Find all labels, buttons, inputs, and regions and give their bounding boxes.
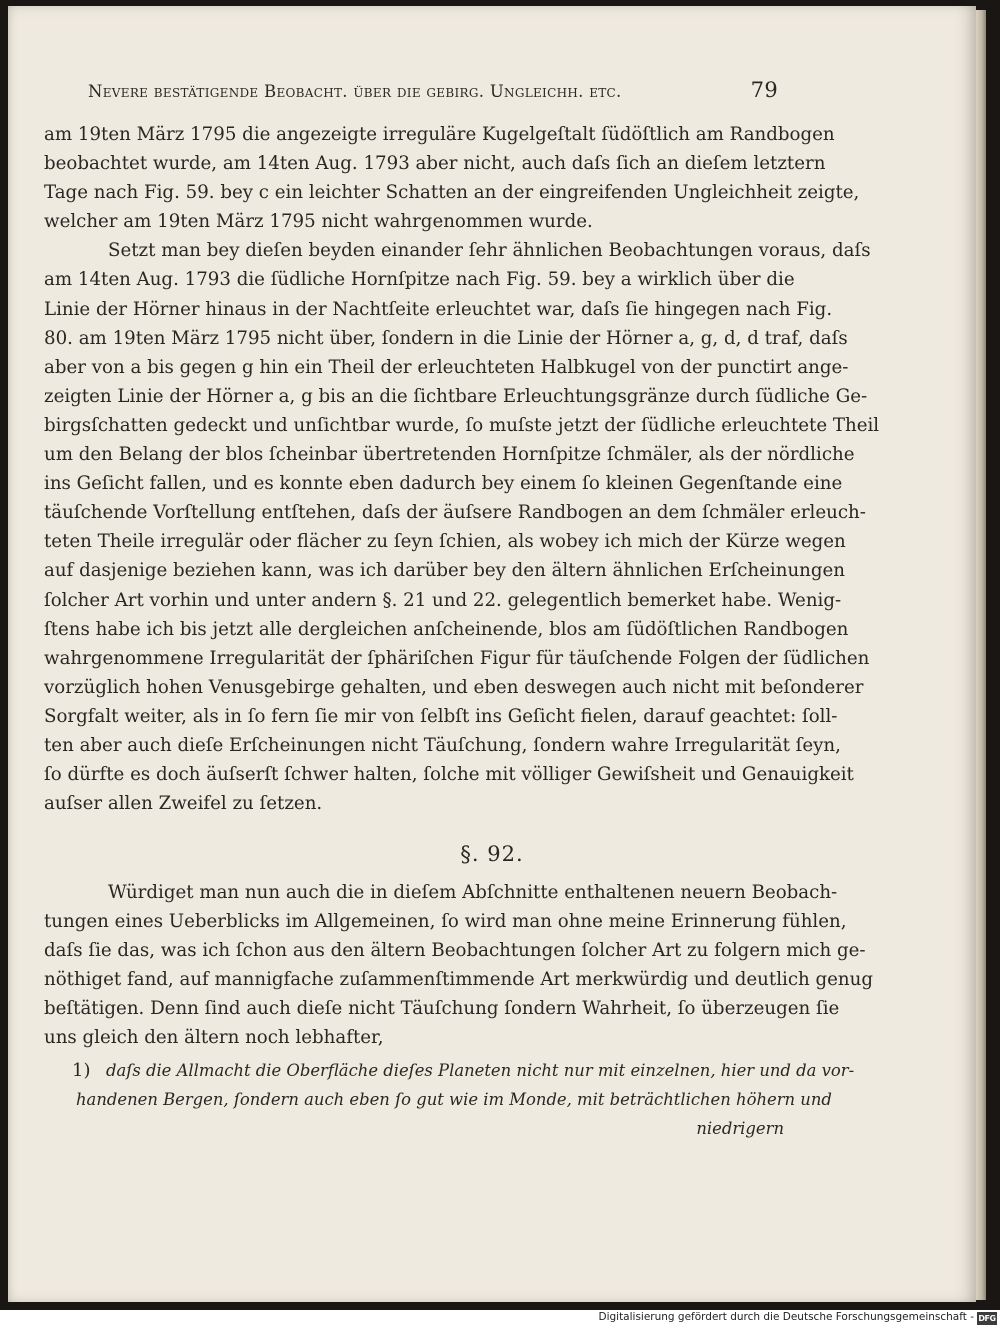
text-line: Würdiget man nun auch die in dieſem Abſchnitte enthaltenen neuern Beobach- xyxy=(108,882,838,903)
text-line: auſser allen Zweifel zu ſetzen. xyxy=(44,793,323,815)
page-number: 79 xyxy=(750,78,778,102)
main-text-block xyxy=(44,120,880,818)
enumeration-number: 1) xyxy=(72,1060,91,1081)
running-head xyxy=(88,78,778,108)
text-line: vorzüglich hohen Venusgebirge gehalten, und eben deswegen auch nicht mit beſonderer xyxy=(44,676,864,698)
book-page xyxy=(8,6,976,1302)
text-line: ſtens habe ich bis jetzt alle dergleichen anſcheinende, blos am ſüdöſtlichen Randbogen xyxy=(44,618,849,640)
text-line: ſo dürfte es doch äuſserſt ſchwer halten, ſolche mit völliger Gewiſsheit und Genauigkeit xyxy=(44,764,854,786)
text-line: teten Theile irregulär oder flächer zu ſeyn ſchien, als wobey ich mich der Kürze wegen xyxy=(44,531,846,553)
footer-credit: Digitalisierung gefördert durch die Deutsche Forschungsgemeinschaft - xyxy=(598,1311,974,1323)
text-line: welcher am 19ten März 1795 nicht wahrgenommen wurde. xyxy=(44,211,593,233)
text-line: ten aber auch dieſe Erſcheinungen nicht Täuſchung, ſondern wahre Irregularität ſeyn, xyxy=(44,734,841,756)
text-line: um den Belang der blos ſcheinbar übertretenden Hornſpitze ſchmäler, als der nördliche xyxy=(44,444,855,466)
text-line: täuſchende Vorſtellung entſtehen, daſs der äuſsere Randbogen an dem ſchmäler erleuch- xyxy=(44,502,866,524)
text-line: beobachtet wurde, am 14ten Aug. 1793 aber nicht, auch daſs ſich an dieſem letztern xyxy=(44,153,826,175)
text-line: niedrigern xyxy=(696,1119,784,1139)
text-line: handenen Bergen, ſondern auch eben ſo gut wie im Monde, mit beträchtlichen höhern und xyxy=(76,1090,832,1110)
text-line: zeigten Linie der Hörner a, g bis an die ſichtbare Erleuchtungsgränze durch ſüdliche Ge- xyxy=(44,385,868,407)
text-line: auf dasjenige beziehen kann, was ich darüber bey den ältern ähnlichen Erſcheinungen xyxy=(44,560,845,582)
text-line: Linie der Hörner hinaus in der Nachtſeite erleuchtet war, daſs ſie hingegen nach Fig. xyxy=(44,298,833,320)
text-line: am 19ten März 1795 die angezeigte irreguläre Kugelgeſtalt ſüdöſtlich am Randbogen xyxy=(44,124,835,145)
text-line: aber von a bis gegen g hin ein Theil der erleuchteten Halbkugel von der punctirt ange- xyxy=(44,356,849,378)
text-line: uns gleich den ältern noch lebhafter, xyxy=(44,1027,384,1049)
page-edge-shadow xyxy=(976,10,986,1300)
text-line: birgsſchatten gedeckt und unſichtbar wurde, ſo muſste jetzt der ſüdliche erleuchtete Theil xyxy=(44,414,880,436)
running-head-title: Nevere bestätigende Beobacht. über die gebirg. Ungleichh. etc. xyxy=(88,82,622,101)
text-line: Sorgfalt weiter, als in ſo fern ſie mir von ſelbſt ins Geſicht fielen, darauf geachtet: ſoll- xyxy=(44,705,838,727)
text-line: nöthiget fand, auf mannigfache zuſammenſtimmende Art merkwürdig und deutlich genug xyxy=(44,969,873,991)
text-line: daſs die Allmacht die Oberfläche dieſes Planeten nicht nur mit einzelnen, hier und da vor- xyxy=(106,1061,855,1080)
text-line: ins Geſicht fallen, und es konnte eben dadurch bey einem ſo kleinen Gegenſtande eine xyxy=(44,473,843,495)
text-line: Tage nach Fig. 59. bey c ein leichter Schatten an der eingreifenden Ungleichheit zeigte, xyxy=(44,182,860,204)
text-line: Setzt man bey dieſen beyden einander ſehr ähnlichen Beobachtungen voraus, daſs xyxy=(108,240,871,262)
text-line: beſtätigen. Denn ſind auch dieſe nicht Täuſchung ſondern Wahrheit, ſo überzeugen ſie xyxy=(44,998,840,1020)
text-line: daſs ſie das, was ich ſchon aus den ältern Beobachtungen ſolcher Art zu folgern mich ge- xyxy=(44,940,866,962)
second-text-block xyxy=(44,878,873,1053)
text-line: am 14ten Aug. 1793 die ſüdliche Hornſpitze nach Fig. 59. bey a wirklich über die xyxy=(44,269,795,291)
enumerated-item xyxy=(72,1056,855,1143)
text-line: 80. am 19ten März 1795 nicht über, ſondern in die Linie der Hörner a, g, d, d traf, daſs xyxy=(44,327,848,349)
text-line: tungen eines Ueberblicks im Allgemeinen, ſo wird man ohne meine Erinnerung fühlen, xyxy=(44,911,847,933)
text-line: wahrgenommene Irregularität der ſphäriſchen Figur für täuſchende Folgen der ſüdlichen xyxy=(44,647,870,669)
dfg-logo: DFG xyxy=(978,1314,996,1323)
section-heading: §. 92. xyxy=(460,842,524,866)
digitization-footer xyxy=(0,1310,1000,1328)
text-line: ſolcher Art vorhin und unter andern §. 21 und 22. gelegentlich bemerket habe. Wenig- xyxy=(44,589,842,611)
